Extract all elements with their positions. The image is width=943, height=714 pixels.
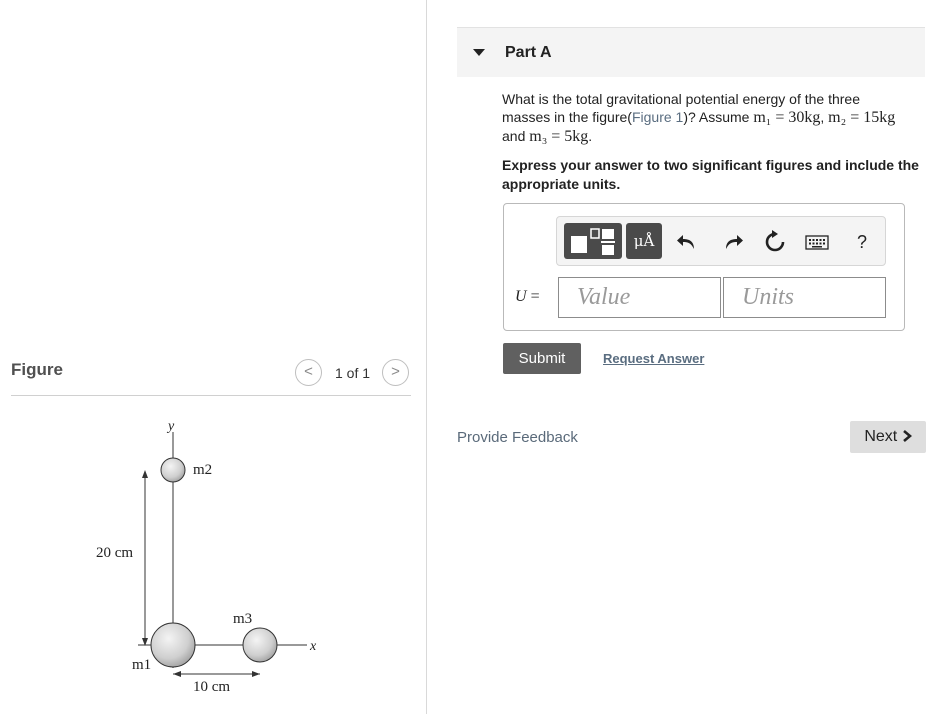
request-answer-link[interactable]: Request Answer bbox=[603, 351, 705, 366]
x-axis-label: x bbox=[310, 639, 317, 654]
units-button[interactable]: μÅ bbox=[626, 223, 662, 259]
question-separator: , bbox=[820, 109, 825, 125]
help-icon[interactable]: ? bbox=[856, 232, 867, 252]
mass-m2 bbox=[161, 458, 185, 482]
masses-diagram bbox=[60, 410, 360, 700]
horizontal-dimension-arrow-right bbox=[252, 671, 260, 677]
horizontal-dimension-arrow-left bbox=[173, 671, 181, 677]
units-input[interactable] bbox=[723, 277, 886, 318]
mass-m1-label: m1 bbox=[132, 657, 152, 673]
m3-value: m₃ = 5kg bbox=[529, 128, 589, 145]
keyboard-icon[interactable] bbox=[802, 227, 832, 257]
answer-instruction: Express your answer to two significant figures and include the appropriate units. bbox=[502, 157, 919, 192]
figure-panel bbox=[0, 0, 427, 714]
redo-arrow-icon[interactable] bbox=[717, 227, 747, 257]
answer-variable: U bbox=[515, 288, 527, 305]
fraction-template-icon[interactable] bbox=[564, 223, 622, 259]
figure-prev-button[interactable]: < bbox=[295, 359, 322, 386]
part-title: Part A bbox=[505, 44, 552, 61]
answer-box bbox=[503, 203, 905, 331]
reset-icon[interactable] bbox=[760, 227, 790, 257]
horizontal-distance-label: 10 cm bbox=[193, 679, 231, 695]
part-header[interactable] bbox=[457, 27, 925, 77]
m1-value: m₁ = 30kg bbox=[753, 109, 821, 126]
vertical-distance-label: 20 cm bbox=[96, 545, 134, 561]
answer-equals: = bbox=[526, 288, 540, 305]
question-text bbox=[502, 90, 902, 146]
question-end: . bbox=[588, 128, 593, 144]
answer-variable-label bbox=[515, 288, 540, 306]
question-part-2: )? Assume bbox=[683, 109, 754, 125]
question-part-1: What is the total gravitational potential energy of the three masses in the figure( bbox=[502, 91, 860, 125]
provide-feedback-link[interactable]: Provide Feedback bbox=[457, 429, 578, 446]
y-axis-label: y bbox=[168, 419, 175, 434]
mass-m2-label: m2 bbox=[193, 462, 213, 478]
figure-next-button[interactable]: > bbox=[382, 359, 409, 386]
chevron-right-icon bbox=[902, 430, 912, 442]
figure-header bbox=[11, 352, 411, 396]
figure-counter: 1 of 1 bbox=[335, 365, 371, 381]
submit-button[interactable]: Submit bbox=[503, 343, 581, 374]
math-toolbar bbox=[556, 216, 886, 266]
mass-m3 bbox=[243, 628, 277, 662]
value-input[interactable] bbox=[558, 277, 721, 318]
next-button[interactable] bbox=[850, 421, 926, 453]
figure-title: Figure bbox=[11, 360, 63, 379]
vertical-dimension-arrow-top bbox=[142, 470, 148, 478]
figure-link[interactable]: Figure 1 bbox=[631, 109, 684, 125]
undo-arrow-icon[interactable] bbox=[673, 227, 703, 257]
question-part-3: and bbox=[502, 128, 530, 144]
next-label: Next bbox=[864, 428, 898, 445]
mass-m1 bbox=[151, 623, 195, 667]
m2-value: m₂ = 15kg bbox=[828, 109, 896, 126]
mass-m3-label: m3 bbox=[233, 611, 253, 627]
caret-down-icon[interactable] bbox=[473, 49, 485, 56]
